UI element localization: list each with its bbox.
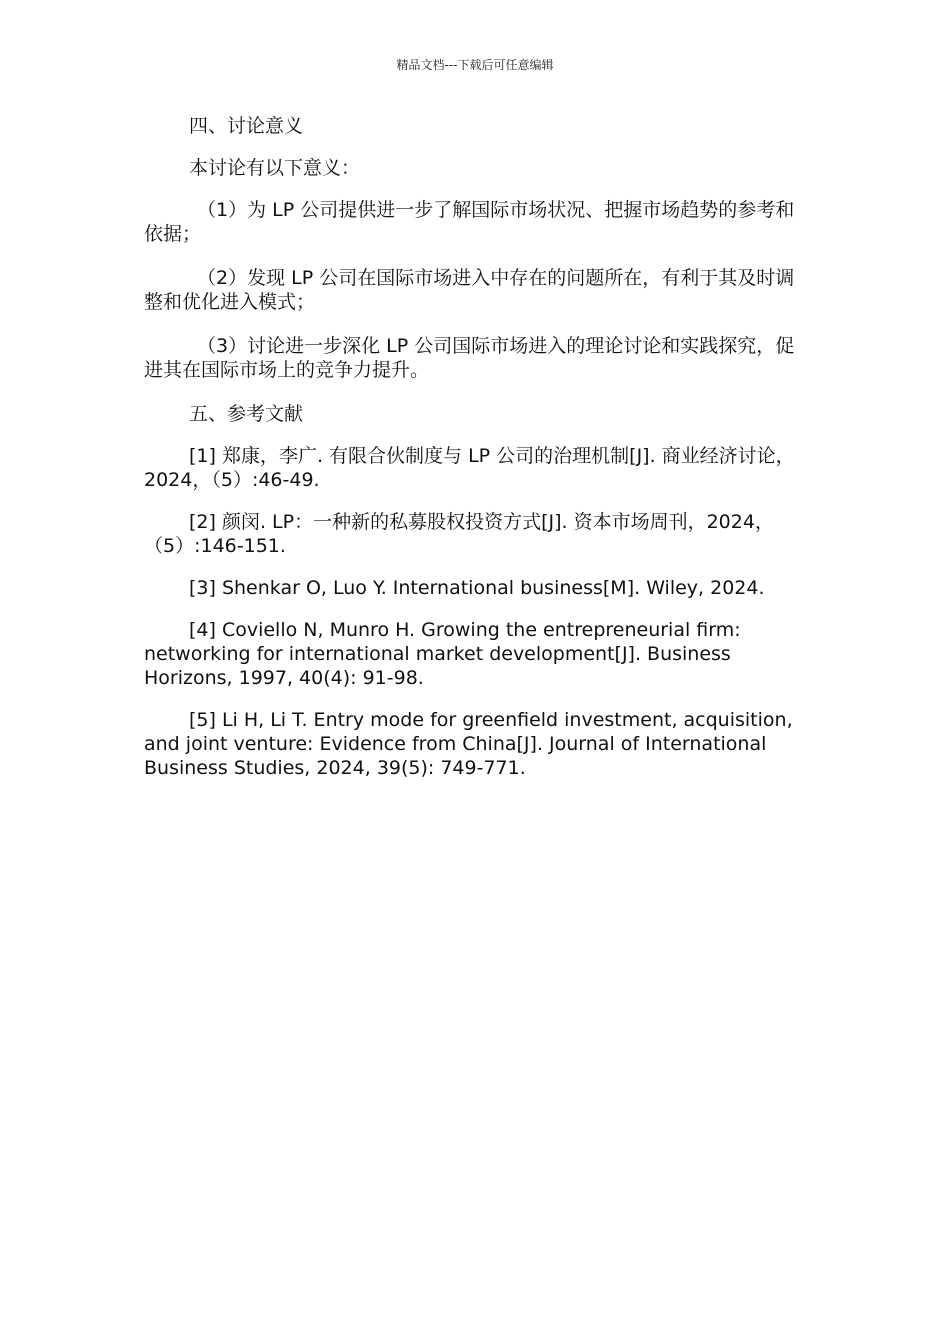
section-heading-references: 五、参考文献: [189, 403, 304, 425]
document-body: [144, 114, 809, 798]
reference-item-1: [1] 郑康，李广. 有限合伙制度与 LP 公司的治理机制[J]. 商业经济讨论，2024，（5）:46-49.: [144, 445, 795, 491]
reference-item-4: [4] Coviello N, Munro H. Growing the entrepreneurial firm: networking for international market development[J]. Business Horizons, 1997, 40(4): 91-98.: [144, 619, 741, 689]
reference-item-3: [3] Shenkar O, Luo Y. International business[M]. Wiley, 2024.: [189, 577, 765, 599]
discussion-item-1: （1）为 LP 公司提供进一步了解国际市场状况、把握市场趋势的参考和依据；: [144, 199, 795, 245]
page-header: 精品文档---下载后可任意编辑: [396, 58, 554, 72]
discussion-intro: 本讨论有以下意义：: [189, 157, 361, 179]
reference-item-2: [2] 颜闵. LP：一种新的私募股权投资方式[J]. 资本市场周刊，2024，（5）:146-151.: [144, 511, 774, 557]
discussion-item-2: （2）发现 LP 公司在国际市场进入中存在的问题所在，有利于其及时调整和优化进入模式；: [144, 267, 795, 313]
section-heading-discussion: 四、讨论意义: [189, 115, 304, 137]
discussion-item-3: （3）讨论进一步深化 LP 公司国际市场进入的理论讨论和实践探究，促进其在国际市场上的竞争力提升。: [144, 335, 795, 381]
reference-item-5: [5] Li H, Li T. Entry mode for greenfield investment, acquisition, and joint venture: Evidence from China[J]. Journal of International Business Studies, 2024, 39(5): 749-771.: [144, 709, 793, 779]
